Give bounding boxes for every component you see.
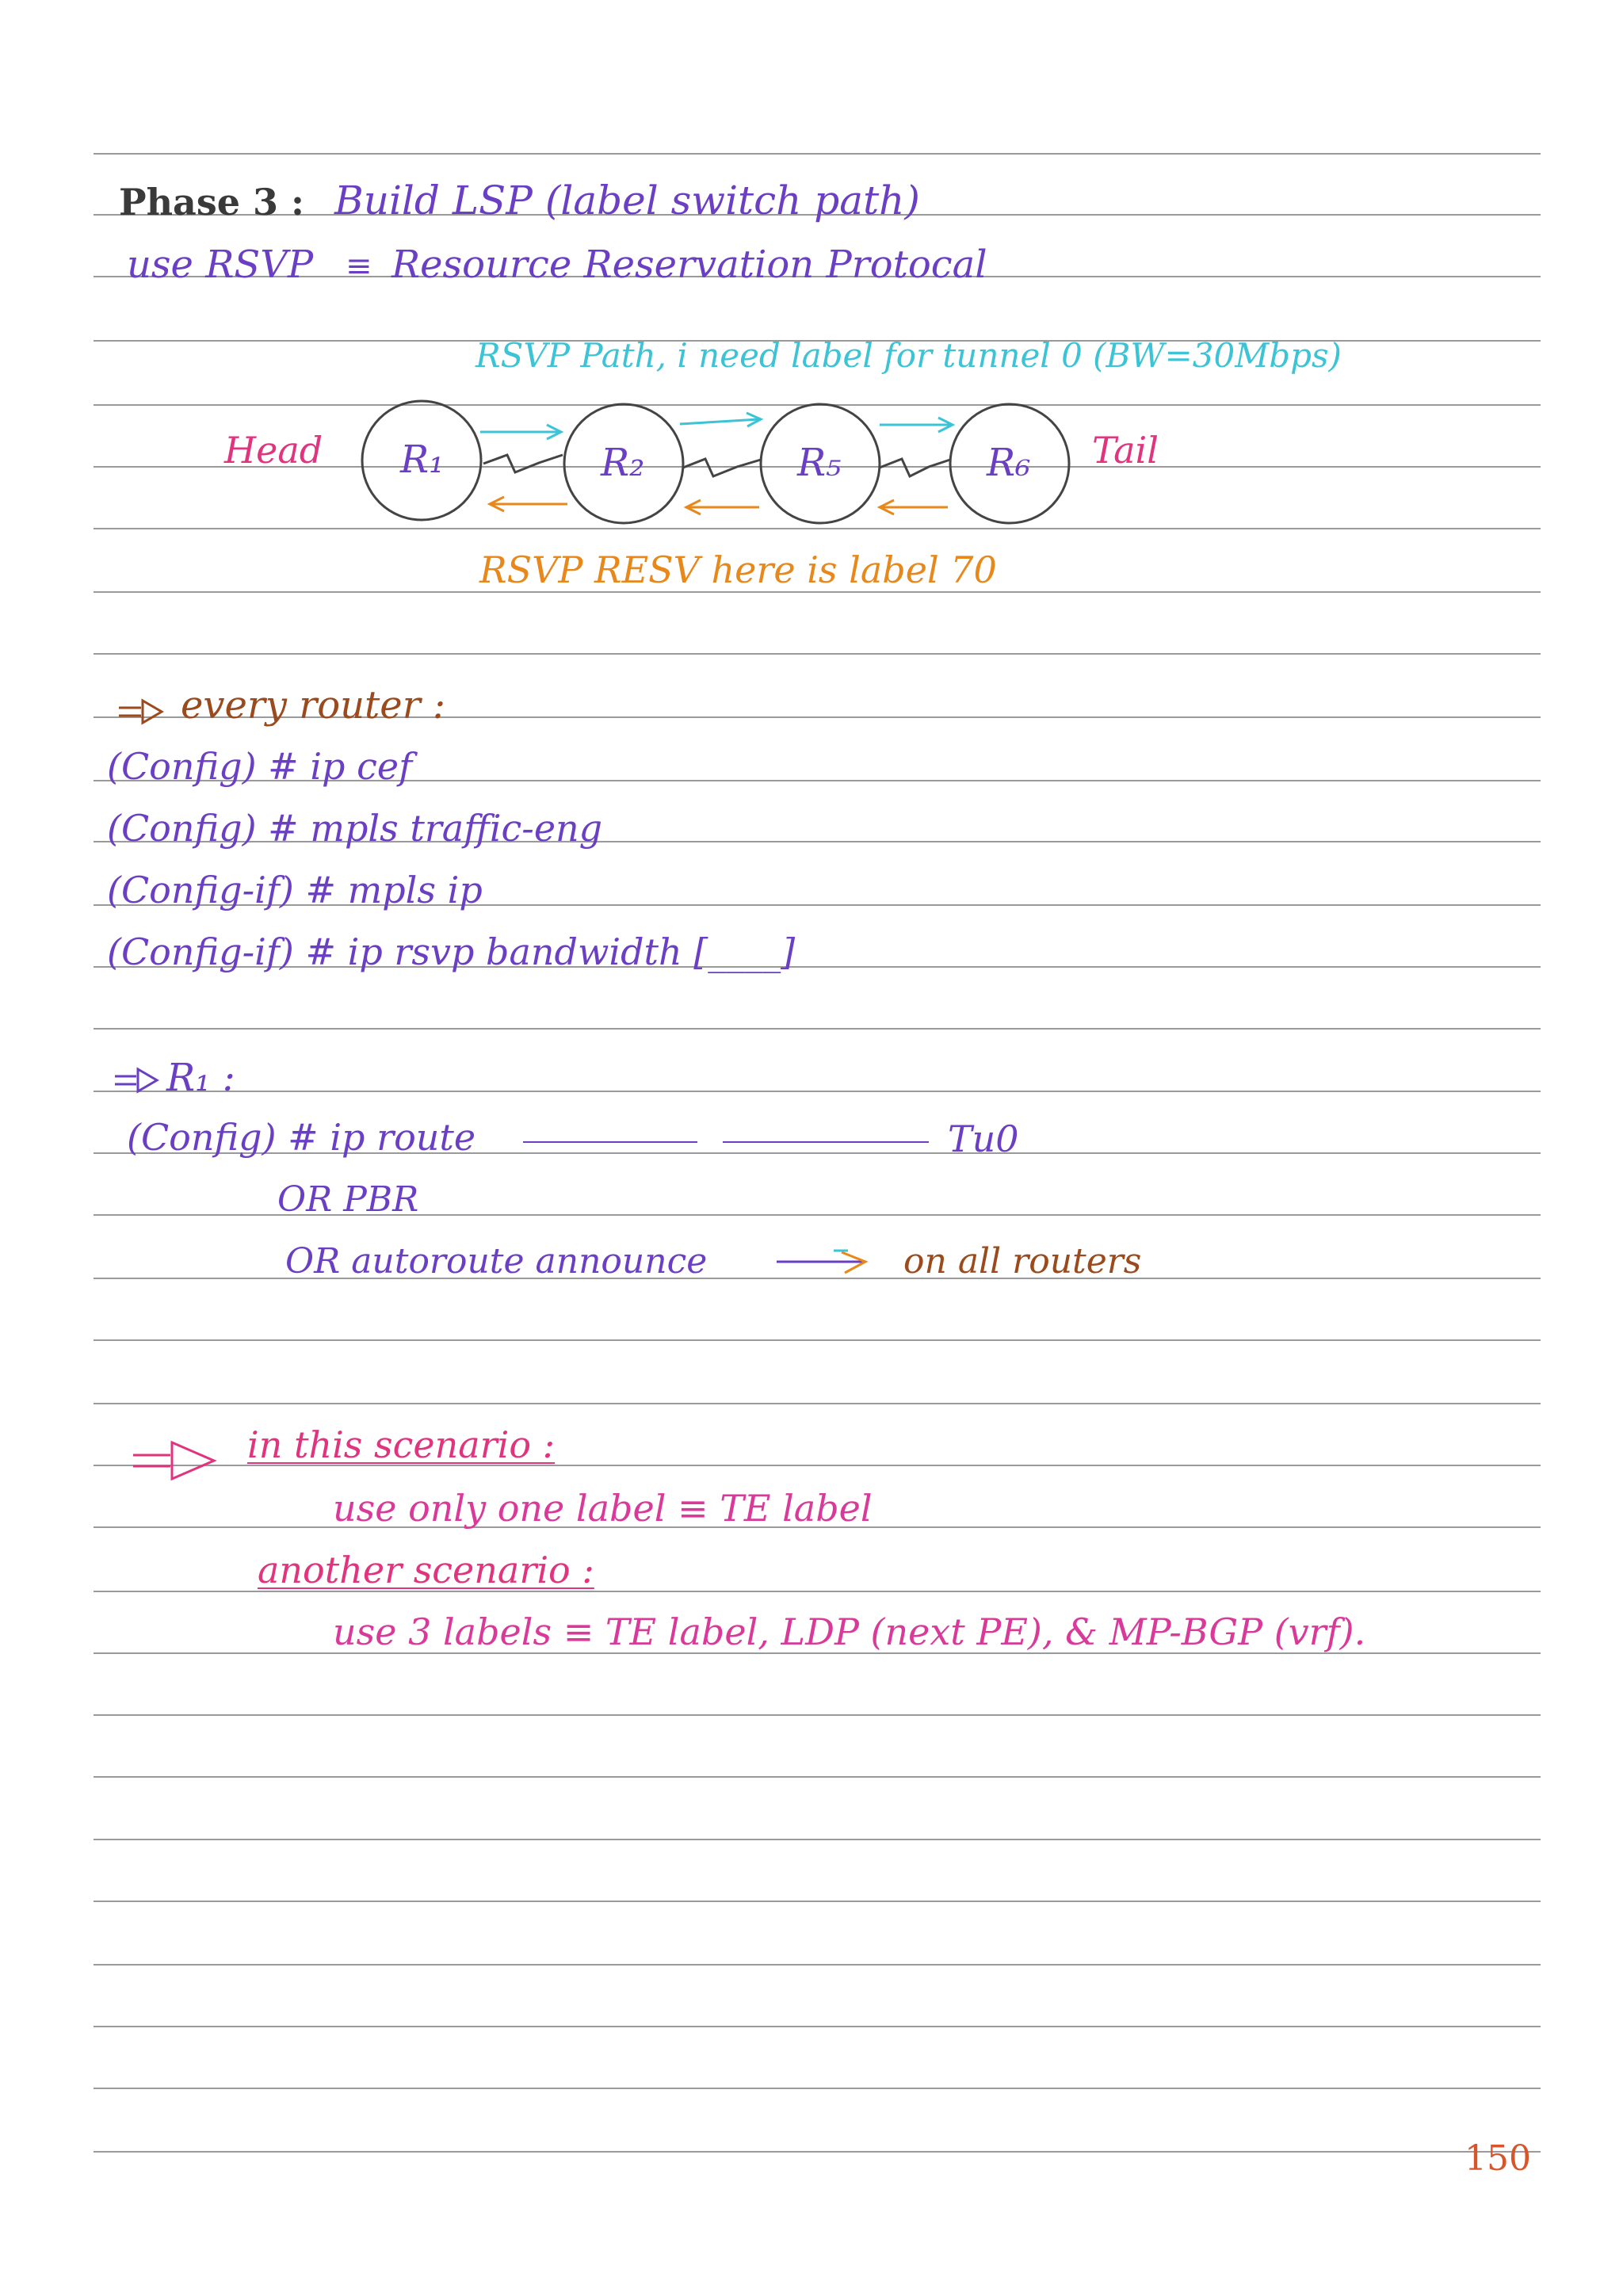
- equiv-symbol: ≡: [346, 248, 372, 285]
- or-pbr: OR PBR: [277, 1179, 419, 1220]
- tail-label: Tail: [1092, 429, 1159, 472]
- command-line: (Config) # ip cef: [107, 745, 413, 788]
- tunnel-interface: Tu0: [948, 1117, 1019, 1160]
- blank-line: [723, 1141, 929, 1143]
- blank-line: [523, 1141, 697, 1143]
- r1-heading: R₁ :: [166, 1056, 235, 1100]
- command-line: (Config-if) # mpls ip: [107, 869, 483, 911]
- page-number: 150: [1465, 2138, 1531, 2179]
- command-line: (Config-if) # ip rsvp bandwidth [____]: [107, 930, 796, 973]
- path-arrows: [480, 413, 953, 439]
- router-r6-label: R₆: [987, 441, 1031, 485]
- another-scenario-heading: another scenario :: [258, 1549, 594, 1591]
- rsvp-path-message: RSVP Path, i need label for tunnel 0 (BW=30Mbps): [475, 336, 1342, 375]
- ip-route-command: (Config) # ip route: [127, 1116, 476, 1159]
- autoroute-arrow-icon: [777, 1251, 865, 1273]
- router-r1-label: R₁: [400, 437, 445, 482]
- router-r5-label: R₅: [797, 441, 842, 485]
- scenario-line-2: use 3 labels ≡ TE label, LDP (next PE), & MP-BGP (vrf).: [333, 1610, 1366, 1653]
- phase-label: Phase 3 :: [119, 181, 305, 223]
- rsvp-resv-message: RSVP RESV here is label 70: [479, 548, 997, 591]
- head-label: Head: [224, 429, 323, 472]
- scenario-line-1: use only one label ≡ TE label: [333, 1487, 873, 1530]
- on-all-routers: on all routers: [903, 1241, 1142, 1282]
- router-r2-label: R₂: [601, 441, 645, 485]
- arrow-bullet-icon: [133, 1442, 214, 1479]
- link-r5-r6: [880, 459, 950, 476]
- scenario-heading: in this scenario :: [247, 1423, 556, 1466]
- link-r1-r2: [483, 455, 563, 472]
- command-line: (Config) # mpls traffic-eng: [107, 807, 603, 850]
- or-autoroute: OR autoroute announce: [285, 1241, 708, 1282]
- rsvp-expansion: Resource Reservation Protocal: [391, 243, 987, 287]
- use-rsvp-text: use RSVP: [127, 243, 314, 287]
- link-r2-r5: [683, 459, 761, 476]
- arrow-bullet-icon: [115, 1069, 157, 1091]
- phase-heading: Build LSP (label switch path): [334, 178, 920, 223]
- resv-arrows: [490, 497, 948, 514]
- arrow-bullet-icon: [119, 701, 162, 723]
- every-router-heading: every router :: [181, 683, 446, 728]
